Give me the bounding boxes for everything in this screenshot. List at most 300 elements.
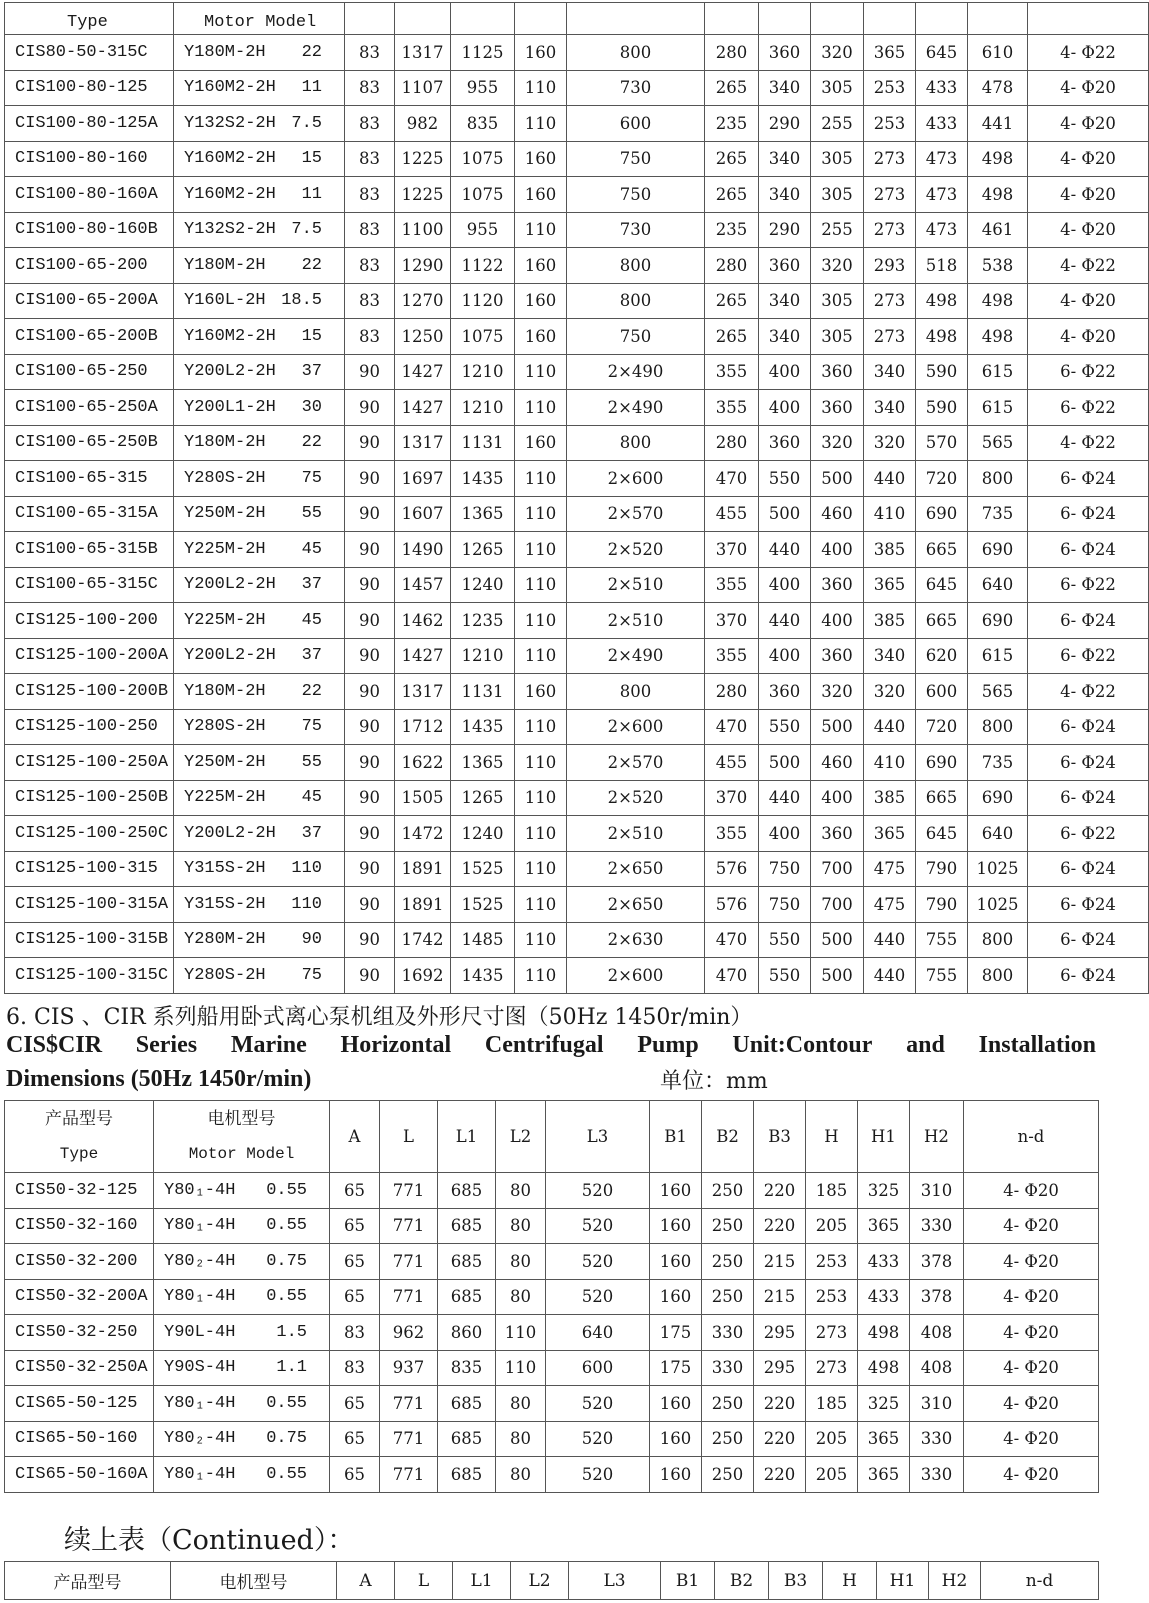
cell-value: 2×510 xyxy=(567,603,705,639)
cell-value: 410 xyxy=(864,745,916,781)
cell-value: 160 xyxy=(650,1173,702,1209)
cell-value: 620 xyxy=(916,638,968,674)
cell-motor xyxy=(174,390,345,426)
table-row xyxy=(5,141,1149,177)
cell-value: 4- Φ22 xyxy=(1028,425,1149,461)
cell-value: 1742 xyxy=(395,922,451,958)
cell-value: 220 xyxy=(754,1173,806,1209)
cell-value: 610 xyxy=(968,35,1028,71)
cell-motor xyxy=(174,354,345,390)
cell-value: 665 xyxy=(916,532,968,568)
cell-value: 365 xyxy=(858,1457,910,1493)
cell-value: 65 xyxy=(330,1457,380,1493)
table-header-row xyxy=(5,3,1149,35)
cell-motor xyxy=(154,1386,330,1422)
cell-value: 110 xyxy=(496,1315,546,1351)
title-word: Series xyxy=(135,1032,198,1058)
cell-value: 800 xyxy=(567,283,705,319)
cell-value: 110 xyxy=(515,887,567,923)
cell-value: 65 xyxy=(330,1421,380,1457)
cell-motor xyxy=(154,1457,330,1493)
table-row xyxy=(5,780,1149,816)
cell-value: 685 xyxy=(438,1457,496,1493)
cell-value: 790 xyxy=(916,887,968,923)
motor-model: Y180M-2H xyxy=(184,42,266,62)
cell-value: 690 xyxy=(968,603,1028,639)
cell-value: 370 xyxy=(705,780,759,816)
motor-model: Y180M-2H xyxy=(184,681,266,701)
motor-power: 22 xyxy=(301,681,322,701)
cell-value: 330 xyxy=(910,1208,964,1244)
cell-value: 478 xyxy=(968,70,1028,106)
motor-model: Y280S-2H xyxy=(184,965,266,985)
cell-value: 80 xyxy=(496,1279,546,1315)
cell-value: 273 xyxy=(864,177,916,213)
cell-value: 565 xyxy=(968,674,1028,710)
cell-value: 320 xyxy=(811,425,864,461)
cell-value: 365 xyxy=(864,816,916,852)
cell-value: 4- Φ22 xyxy=(1028,35,1149,71)
cell-value: 6- Φ24 xyxy=(1028,496,1149,532)
cell-value: 470 xyxy=(705,709,759,745)
cell-value: 2×600 xyxy=(567,958,705,994)
cell-value: 340 xyxy=(759,70,811,106)
cell-value: 215 xyxy=(754,1244,806,1280)
motor-model: Y225M-2H xyxy=(184,610,266,630)
cell-value: 520 xyxy=(546,1457,650,1493)
cell-type: CIS100-65-315 xyxy=(5,461,174,497)
cell-value: 1525 xyxy=(451,851,515,887)
cell-value: 590 xyxy=(916,390,968,426)
motor-power: 110 xyxy=(291,894,322,914)
cell-value: 370 xyxy=(705,532,759,568)
motor-model: Y132S2-2H xyxy=(184,220,276,240)
cell-value: 220 xyxy=(754,1421,806,1457)
cell-type: CIS125-100-315A xyxy=(5,887,174,923)
motor-model: Y160M2-2H xyxy=(184,184,276,204)
cell-value: 160 xyxy=(650,1244,702,1280)
cell-type: CIS125-100-250 xyxy=(5,709,174,745)
cell-value: 110 xyxy=(515,70,567,106)
cell-type: CIS50-32-250A xyxy=(5,1350,154,1386)
cell-value: 440 xyxy=(864,709,916,745)
cell-value: 1485 xyxy=(451,922,515,958)
cell-value: 83 xyxy=(345,319,395,355)
cell-value: 645 xyxy=(916,35,968,71)
motor-model: Y90S-4H xyxy=(164,1358,236,1378)
cell-value: 1435 xyxy=(451,958,515,994)
motor-power: 22 xyxy=(301,42,322,62)
cell-value: 2×600 xyxy=(567,461,705,497)
cell-type: CIS125-100-250C xyxy=(5,816,174,852)
header-col: 产品型号 xyxy=(5,1562,171,1600)
header-col: n-d xyxy=(981,1562,1099,1600)
header-motor xyxy=(154,1101,330,1173)
table-row xyxy=(5,1457,1099,1493)
cell-value: 305 xyxy=(811,141,864,177)
cell-value: 433 xyxy=(916,106,968,142)
cell-value: 4- Φ20 xyxy=(964,1208,1099,1244)
table-row xyxy=(5,1279,1099,1315)
cell-value: 2×510 xyxy=(567,567,705,603)
cell-motor xyxy=(174,887,345,923)
motor-model: Y280S-2H xyxy=(184,717,266,737)
cell-type: CIS125-100-250B xyxy=(5,780,174,816)
cell-value: 325 xyxy=(858,1386,910,1422)
cell-value: 1270 xyxy=(395,283,451,319)
cell-value: 1607 xyxy=(395,496,451,532)
cell-value: 110 xyxy=(515,390,567,426)
cell-value: 320 xyxy=(864,674,916,710)
cell-type: CIS125-100-315 xyxy=(5,851,174,887)
header-col: L2 xyxy=(511,1562,569,1600)
motor-power: 18.5 xyxy=(281,291,322,311)
cell-type: CIS100-65-200B xyxy=(5,319,174,355)
table-row xyxy=(5,70,1149,106)
cell-value: 570 xyxy=(916,425,968,461)
cell-value: 320 xyxy=(811,35,864,71)
cell-value: 2×650 xyxy=(567,851,705,887)
title-word: and xyxy=(906,1032,945,1058)
cell-value: 1240 xyxy=(451,567,515,603)
cell-value: 2×600 xyxy=(567,709,705,745)
cell-value: 6- Φ22 xyxy=(1028,816,1149,852)
cell-value: 6- Φ24 xyxy=(1028,745,1149,781)
cell-value: 433 xyxy=(858,1279,910,1315)
cell-value: 340 xyxy=(759,141,811,177)
motor-power: 55 xyxy=(301,504,322,524)
cell-type: CIS100-65-315A xyxy=(5,496,174,532)
table-row xyxy=(5,1208,1099,1244)
cell-value: 330 xyxy=(702,1315,754,1351)
table-row xyxy=(5,354,1149,390)
cell-value: 735 xyxy=(968,496,1028,532)
motor-power: 30 xyxy=(301,397,322,417)
cell-type: CIS125-100-315B xyxy=(5,922,174,958)
title-word: Marine xyxy=(230,1032,307,1058)
cell-value: 295 xyxy=(754,1350,806,1386)
cell-value: 1712 xyxy=(395,709,451,745)
cell-value: 80 xyxy=(496,1208,546,1244)
motor-model: Y200L1-2H xyxy=(184,397,276,417)
cell-motor xyxy=(174,106,345,142)
cell-value: 355 xyxy=(705,567,759,603)
section-title-en-line2: Dimensions (50Hz 1450r/min) xyxy=(6,1066,312,1092)
cell-motor xyxy=(174,567,345,603)
cell-value: 408 xyxy=(910,1315,964,1351)
cell-value: 160 xyxy=(650,1208,702,1244)
cell-value: 1120 xyxy=(451,283,515,319)
cell-value: 1317 xyxy=(395,425,451,461)
cell-value: 110 xyxy=(515,958,567,994)
cell-value: 475 xyxy=(864,887,916,923)
cell-value: 2×630 xyxy=(567,922,705,958)
motor-model: Y80₁-4H xyxy=(164,1180,236,1200)
cell-motor xyxy=(174,319,345,355)
cell-value: 1427 xyxy=(395,390,451,426)
cell-value: 253 xyxy=(806,1244,858,1280)
cell-value: 685 xyxy=(438,1421,496,1457)
cell-type: CIS100-65-200A xyxy=(5,283,174,319)
cell-value: 295 xyxy=(754,1315,806,1351)
motor-model: Y200L2-2H xyxy=(184,823,276,843)
cell-value: 90 xyxy=(345,425,395,461)
header-col: H1 xyxy=(858,1101,910,1173)
cell-value: 771 xyxy=(380,1386,438,1422)
cell-motor xyxy=(174,177,345,213)
cell-value: 355 xyxy=(705,638,759,674)
dimension-table-upper xyxy=(4,2,1149,994)
cell-value: 290 xyxy=(759,212,811,248)
cell-value: 340 xyxy=(759,177,811,213)
header-type-cn: 产品型号 xyxy=(45,1108,113,1129)
motor-model: Y80₁-4H xyxy=(164,1216,236,1236)
cell-value: 1697 xyxy=(395,461,451,497)
cell-value: 340 xyxy=(864,390,916,426)
cell-value: 6- Φ24 xyxy=(1028,709,1149,745)
cell-value: 720 xyxy=(916,461,968,497)
cell-value: 265 xyxy=(705,283,759,319)
cell-value: 110 xyxy=(515,922,567,958)
cell-type: CIS125-100-315C xyxy=(5,958,174,994)
table-row xyxy=(5,1386,1099,1422)
cell-value: 4- Φ20 xyxy=(964,1386,1099,1422)
cell-value: 400 xyxy=(759,816,811,852)
cell-value: 235 xyxy=(705,106,759,142)
cell-motor xyxy=(174,425,345,461)
cell-value: 305 xyxy=(811,177,864,213)
cell-value: 1265 xyxy=(451,532,515,568)
cell-type: CIS50-32-200 xyxy=(5,1244,154,1280)
cell-value: 305 xyxy=(811,319,864,355)
cell-value: 520 xyxy=(546,1386,650,1422)
cell-type: CIS50-32-200A xyxy=(5,1279,154,1315)
cell-value: 615 xyxy=(968,638,1028,674)
cell-value: 1427 xyxy=(395,638,451,674)
motor-model: Y80₁-4H xyxy=(164,1393,236,1413)
cell-value: 385 xyxy=(864,603,916,639)
cell-value: 800 xyxy=(968,709,1028,745)
cell-value: 750 xyxy=(567,141,705,177)
cell-value: 378 xyxy=(910,1244,964,1280)
cell-value: 550 xyxy=(759,922,811,958)
cell-value: 4- Φ20 xyxy=(1028,141,1149,177)
cell-value: 1240 xyxy=(451,816,515,852)
header-col: L2 xyxy=(496,1101,546,1173)
cell-value: 4- Φ20 xyxy=(964,1421,1099,1457)
cell-value: 520 xyxy=(546,1421,650,1457)
cell-value: 273 xyxy=(864,283,916,319)
cell-motor xyxy=(174,461,345,497)
motor-model: Y280S-2H xyxy=(184,468,266,488)
motor-power: 0.55 xyxy=(266,1216,307,1236)
cell-value: 4- Φ20 xyxy=(964,1173,1099,1209)
cell-type: CIS50-32-160 xyxy=(5,1208,154,1244)
motor-model: Y160M2-2H xyxy=(184,149,276,169)
cell-value: 4- Φ20 xyxy=(964,1457,1099,1493)
cell-value: 400 xyxy=(811,603,864,639)
cell-value: 475 xyxy=(864,851,916,887)
header-col: B1 xyxy=(650,1101,702,1173)
title-word: Unit:Contour xyxy=(732,1032,873,1058)
cell-value: 160 xyxy=(515,425,567,461)
cell-value: 4- Φ20 xyxy=(964,1244,1099,1280)
cell-value: 460 xyxy=(811,496,864,532)
cell-value: 1622 xyxy=(395,745,451,781)
motor-model: Y80₁-4H xyxy=(164,1464,236,1484)
cell-value: 955 xyxy=(451,212,515,248)
cell-value: 255 xyxy=(811,212,864,248)
cell-value: 110 xyxy=(496,1350,546,1386)
cell-value: 110 xyxy=(515,532,567,568)
cell-value: 498 xyxy=(968,319,1028,355)
cell-value: 90 xyxy=(345,780,395,816)
cell-value: 90 xyxy=(345,958,395,994)
cell-type: CIS100-80-160A xyxy=(5,177,174,213)
cell-value: 175 xyxy=(650,1350,702,1386)
cell-value: 440 xyxy=(864,461,916,497)
header-motor-en: Motor Model xyxy=(188,1144,295,1163)
motor-model: Y225M-2H xyxy=(184,788,266,808)
cell-value: 700 xyxy=(811,887,864,923)
cell-value: 355 xyxy=(705,816,759,852)
cell-value: 955 xyxy=(451,70,515,106)
cell-value: 685 xyxy=(438,1279,496,1315)
cell-value: 790 xyxy=(916,851,968,887)
cell-value: 360 xyxy=(759,35,811,71)
cell-value: 90 xyxy=(345,922,395,958)
cell-value: 1125 xyxy=(451,35,515,71)
cell-value: 6- Φ22 xyxy=(1028,354,1149,390)
cell-value: 4- Φ20 xyxy=(964,1315,1099,1351)
table-row xyxy=(5,248,1149,284)
cell-type: CIS65-50-160 xyxy=(5,1421,154,1457)
motor-power: 22 xyxy=(301,255,322,275)
cell-value: 83 xyxy=(345,283,395,319)
motor-power: 7.5 xyxy=(291,113,322,133)
cell-value: 441 xyxy=(968,106,1028,142)
cell-value: 1250 xyxy=(395,319,451,355)
cell-value: 265 xyxy=(705,177,759,213)
cell-value: 340 xyxy=(759,319,811,355)
cell-value: 305 xyxy=(811,70,864,106)
cell-value: 160 xyxy=(515,319,567,355)
cell-motor xyxy=(174,603,345,639)
cell-value: 1457 xyxy=(395,567,451,603)
cell-value: 470 xyxy=(705,922,759,958)
cell-value: 1210 xyxy=(451,354,515,390)
cell-motor xyxy=(174,638,345,674)
cell-value: 400 xyxy=(759,638,811,674)
cell-value: 455 xyxy=(705,745,759,781)
cell-value: 90 xyxy=(345,532,395,568)
motor-power: 75 xyxy=(301,717,322,737)
motor-power: 90 xyxy=(301,930,322,950)
cell-motor xyxy=(154,1315,330,1351)
cell-value: 400 xyxy=(759,390,811,426)
cell-value: 440 xyxy=(759,532,811,568)
motor-power: 11 xyxy=(301,184,322,204)
motor-power: 37 xyxy=(301,362,322,382)
cell-value: 83 xyxy=(345,35,395,71)
cell-motor xyxy=(154,1421,330,1457)
cell-value: 90 xyxy=(345,354,395,390)
table-row xyxy=(5,1173,1099,1209)
cell-value: 6- Φ24 xyxy=(1028,922,1149,958)
header-col: L3 xyxy=(569,1562,661,1600)
cell-value: 330 xyxy=(910,1421,964,1457)
title-word: CIS$CIR xyxy=(6,1032,103,1058)
cell-value: 250 xyxy=(702,1208,754,1244)
cell-value: 538 xyxy=(968,248,1028,284)
cell-value: 460 xyxy=(811,745,864,781)
cell-value: 185 xyxy=(806,1173,858,1209)
cell-value: 273 xyxy=(864,212,916,248)
cell-value: 220 xyxy=(754,1457,806,1493)
cell-type: CIS65-50-125 xyxy=(5,1386,154,1422)
cell-value: 800 xyxy=(567,674,705,710)
cell-value: 1025 xyxy=(968,887,1028,923)
continued-label: 续上表（Continued）： xyxy=(64,1525,355,1556)
cell-value: 565 xyxy=(968,425,1028,461)
cell-value: 615 xyxy=(968,390,1028,426)
cell-value: 110 xyxy=(515,709,567,745)
cell-value: 690 xyxy=(968,532,1028,568)
cell-value: 80 xyxy=(496,1173,546,1209)
cell-value: 90 xyxy=(345,887,395,923)
header-motor: Motor Model xyxy=(174,3,345,35)
cell-value: 590 xyxy=(916,354,968,390)
cell-value: 500 xyxy=(759,496,811,532)
cell-value: 110 xyxy=(515,638,567,674)
cell-value: 250 xyxy=(702,1279,754,1315)
cell-value: 273 xyxy=(864,141,916,177)
cell-value: 110 xyxy=(515,461,567,497)
cell-value: 498 xyxy=(858,1350,910,1386)
cell-value: 440 xyxy=(864,958,916,994)
cell-value: 640 xyxy=(968,567,1028,603)
cell-value: 6- Φ24 xyxy=(1028,958,1149,994)
header-type: Type xyxy=(5,3,174,35)
header-col: H xyxy=(823,1562,877,1600)
header-col: L1 xyxy=(453,1562,511,1600)
table-row xyxy=(5,745,1149,781)
cell-value: 470 xyxy=(705,461,759,497)
cell-value: 370 xyxy=(705,603,759,639)
cell-motor xyxy=(174,958,345,994)
cell-value: 800 xyxy=(968,958,1028,994)
cell-value: 90 xyxy=(345,816,395,852)
table-row xyxy=(5,603,1149,639)
motor-power: 37 xyxy=(301,575,322,595)
cell-value: 360 xyxy=(811,816,864,852)
cell-value: 1435 xyxy=(451,709,515,745)
cell-value: 1025 xyxy=(968,851,1028,887)
cell-value: 1891 xyxy=(395,851,451,887)
cell-value: 473 xyxy=(916,141,968,177)
cell-value: 520 xyxy=(546,1173,650,1209)
motor-power: 0.55 xyxy=(266,1393,307,1413)
cell-value: 325 xyxy=(858,1173,910,1209)
cell-value: 160 xyxy=(650,1457,702,1493)
cell-value: 90 xyxy=(345,638,395,674)
motor-power: 75 xyxy=(301,965,322,985)
cell-value: 1505 xyxy=(395,780,451,816)
motor-power: 1.5 xyxy=(276,1322,307,1342)
cell-value: 800 xyxy=(567,248,705,284)
cell-value: 1317 xyxy=(395,674,451,710)
cell-value: 1265 xyxy=(451,780,515,816)
